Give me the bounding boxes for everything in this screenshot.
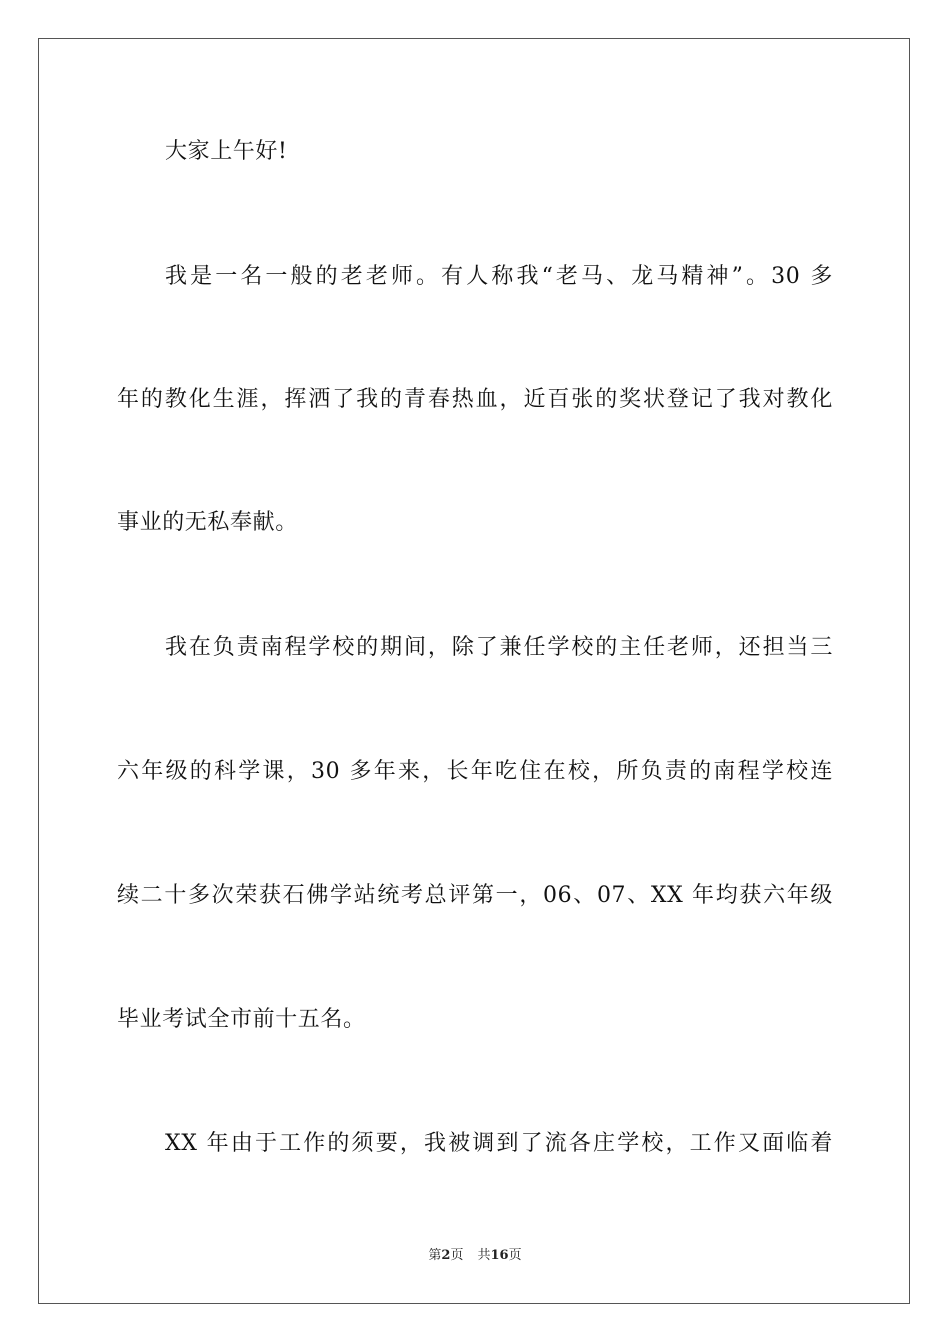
footer-total-suffix: 页 <box>508 1248 522 1263</box>
paragraph-1-line-2: 年的教化生涯，挥洒了我的青春热血，近百张的奖状登记了我对教化 <box>117 387 833 412</box>
page-footer <box>0 1247 950 1265</box>
current-page-number: 2 <box>441 1248 451 1263</box>
paragraph-2-line-4: 毕业考试全市前十五名。 <box>117 1007 366 1032</box>
total-page-count: 16 <box>490 1248 509 1263</box>
footer-prefix: 第 <box>428 1248 442 1263</box>
paragraph-3-line-1: XX 年由于工作的须要，我被调到了流各庄学校，工作又面临着 <box>165 1131 833 1156</box>
footer-page-suffix: 页 <box>450 1248 464 1263</box>
paragraph-1-line-1: 我是一名一般的老老师。有人称我“老马、龙马精神”。30 多 <box>165 264 833 289</box>
paragraph-2-line-2: 六年级的科学课，30 多年来，长年吃住在校，所负责的南程学校连 <box>117 759 833 784</box>
paragraph-2-line-1: 我在负责南程学校的期间，除了兼任学校的主任老师，还担当三 <box>165 635 833 660</box>
page-border <box>38 38 910 1304</box>
paragraph-2-line-3: 续二十多次荣获石佛学站统考总评第一，06、07、XX 年均获六年级 <box>117 883 833 908</box>
greeting-line: 大家上午好! <box>165 139 288 164</box>
paragraph-1-line-3: 事业的无私奉献。 <box>117 510 298 535</box>
footer-total-prefix: 共 <box>477 1248 491 1263</box>
